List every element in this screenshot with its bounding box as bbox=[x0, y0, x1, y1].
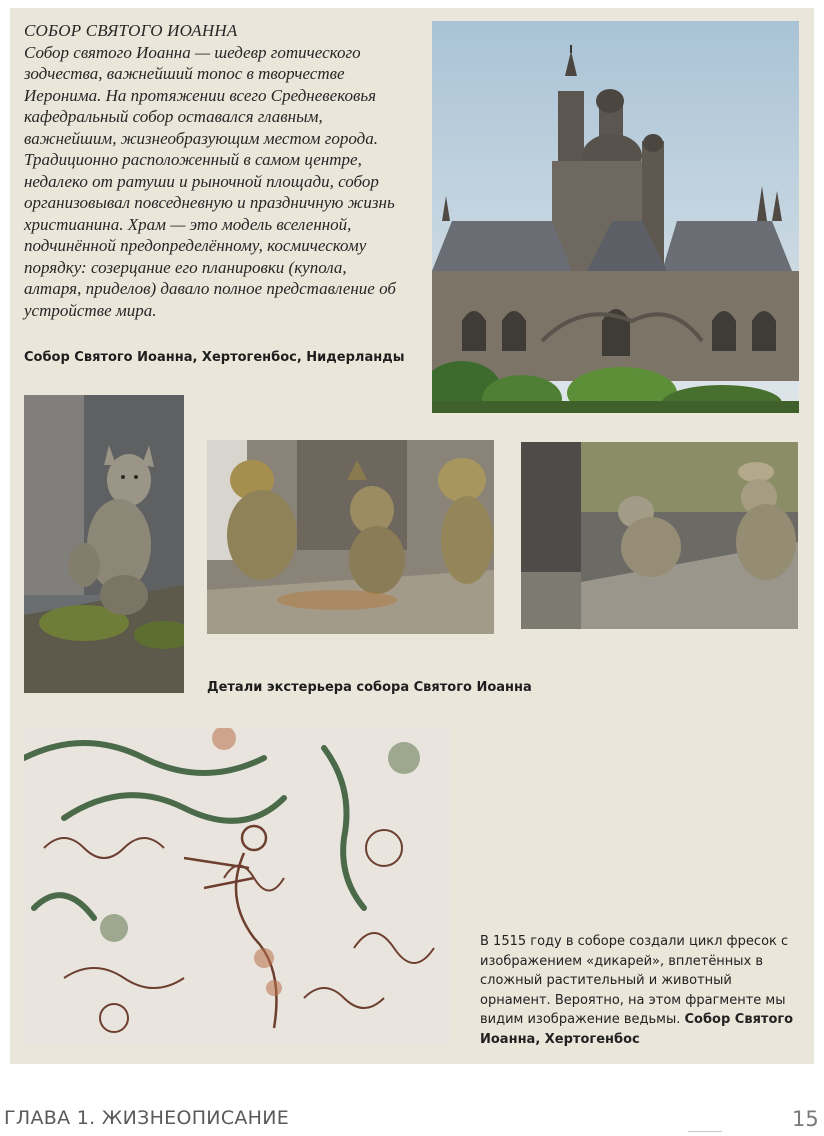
gargoyle-photo-3 bbox=[521, 442, 798, 629]
chapter-title: ГЛАВА 1. ЖИЗНЕОПИСАНИЕ bbox=[4, 1107, 290, 1129]
footer-divider bbox=[688, 1131, 722, 1132]
gargoyle-photo-2 bbox=[207, 440, 494, 634]
intro-text-block bbox=[24, 20, 404, 321]
gargoyle-photo-1 bbox=[24, 395, 184, 693]
page-number: 15 bbox=[792, 1107, 819, 1131]
intro-paragraph: Собор святого Иоанна — шедевр готического зодчества, важнейший топос в творчестве Иеронима. На протяжении всего Средневековья кафедральный собор оставался главным, важнейшим, жизнеобразующим местом города. Традиционно расположенный в самом центре, недалеко от ратуши и рыночной площади, собор организовывал повседневную и праздничную жизнь христианина. Храм — это модель вселенной, подчинённой предопределённому, космическому порядку: созерцание его планировки (купола, алтаря, приделов) давало полное представление об устройстве мира. bbox=[24, 42, 396, 320]
fresco-caption-text: В 1515 году в соборе создали цикл фресок с изображением «дикарей», вплетённых в сложный растительный и животный орнамент. Вероятно, на этом фрагменте мы видим изображение ведьмы. bbox=[480, 934, 789, 1027]
cathedral-caption: Собор Святого Иоанна, Хертогенбос, Нидерланды bbox=[24, 350, 405, 365]
fresco-caption bbox=[480, 932, 798, 1049]
fresco-photo bbox=[24, 728, 450, 1046]
cathedral-photo bbox=[432, 21, 799, 413]
section-heading: СОБОР СВЯТОГО ИОАННА bbox=[24, 21, 238, 40]
fresco-caption-location: Собор Святого Иоанна, Хертогенбос bbox=[480, 1012, 794, 1047]
exterior-caption: Детали экстерьера собора Святого Иоанна bbox=[207, 680, 532, 695]
